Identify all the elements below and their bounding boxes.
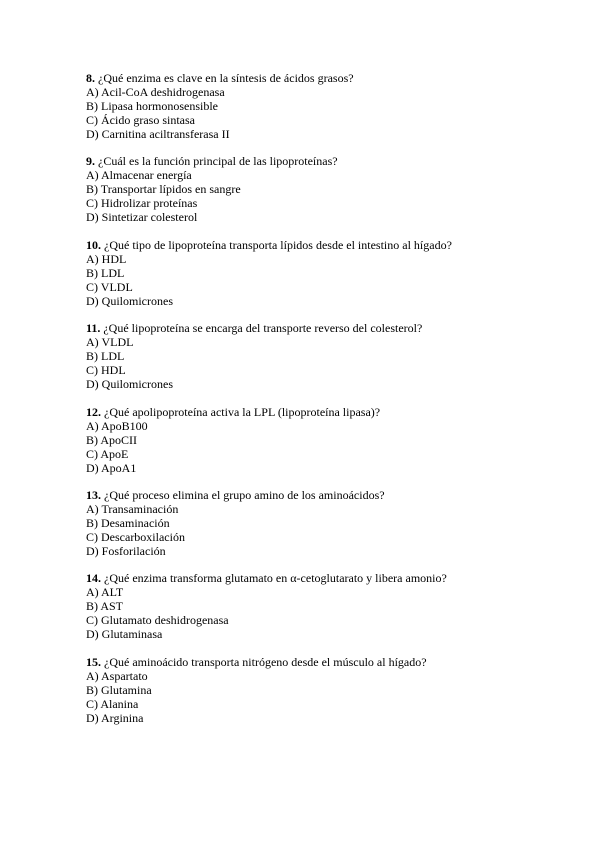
question-text: ¿Qué tipo de lipoproteína transporta lípidos desde el intestino al hígado? (104, 237, 452, 252)
option-a: A) Transaminación (86, 501, 179, 516)
question-13 (86, 488, 576, 558)
question-number: 13. (86, 487, 101, 502)
question-stem (86, 655, 576, 669)
question-stem (86, 321, 576, 335)
option-b: B) LDL (86, 265, 125, 280)
question-stem (86, 405, 576, 419)
question-14 (86, 571, 576, 641)
question-12 (86, 405, 576, 475)
option-d: D) Carnitina aciltransferasa II (86, 127, 230, 141)
question-text: ¿Qué apolipoproteína activa la LPL (lipoproteína lipasa)? (104, 404, 381, 419)
question-stem (86, 71, 576, 85)
option-b: B) Transportar lípidos en sangre (86, 182, 241, 197)
option-b: B) Glutamina (86, 682, 152, 697)
option-a: A) Acil-CoA deshidrogenasa (86, 85, 225, 99)
question-text: ¿Qué lipoproteína se encarga del transporte reverso del colesterol? (103, 321, 423, 336)
question-number: 15. (86, 654, 101, 669)
option-a: A) HDL (86, 251, 127, 266)
option-a: A) VLDL (86, 335, 134, 350)
question-text: ¿Qué aminoácido transporta nitrógeno desde el músculo al hígado? (104, 654, 427, 669)
option-c: C) Hidrolizar proteínas (86, 196, 198, 211)
option-c: C) HDL (86, 363, 126, 378)
option-d: D) Quilomicrones (86, 377, 173, 392)
option-c: C) Descarboxilación (86, 529, 185, 544)
option-c: C) Ácido graso sintasa (86, 113, 195, 127)
option-d: D) ApoA1 (86, 460, 137, 475)
option-c: C) VLDL (86, 279, 133, 294)
option-b: B) LDL (86, 349, 125, 364)
question-stem (86, 488, 576, 502)
option-a: A) ApoB100 (86, 418, 148, 433)
question-8 (86, 71, 576, 141)
option-b: B) AST (86, 599, 124, 614)
question-number: 10. (86, 237, 101, 252)
question-stem (86, 571, 576, 585)
option-a: A) Aspartato (86, 668, 148, 683)
question-15 (86, 655, 576, 725)
option-d: D) Quilomicrones (86, 293, 173, 308)
question-11 (86, 321, 576, 391)
question-text: ¿Qué enzima es clave en la síntesis de ácidos grasos? (98, 71, 354, 85)
question-text: ¿Qué proceso elimina el grupo amino de los aminoácidos? (104, 487, 385, 502)
option-d: D) Arginina (86, 710, 144, 725)
option-b: B) ApoCII (86, 432, 137, 447)
option-c: C) Alanina (86, 696, 139, 711)
question-stem (86, 154, 576, 168)
question-text: ¿Cuál es la función principal de las lipoproteínas? (98, 154, 338, 169)
option-d: D) Sintetizar colesterol (86, 210, 198, 225)
question-10 (86, 238, 576, 308)
option-a: A) Almacenar energía (86, 168, 192, 183)
question-number: 9. (86, 154, 95, 169)
option-b: B) Desaminación (86, 515, 170, 530)
question-stem (86, 238, 576, 252)
question-9 (86, 154, 576, 224)
option-a: A) ALT (86, 585, 124, 600)
question-number: 14. (86, 571, 101, 586)
option-d: D) Fosforilación (86, 543, 166, 558)
question-number: 12. (86, 404, 101, 419)
question-number: 8. (86, 71, 95, 85)
option-c: C) Glutamato deshidrogenasa (86, 613, 229, 628)
option-b: B) Lipasa hormonosensible (86, 99, 218, 113)
question-list (86, 71, 576, 738)
question-number: 11. (86, 321, 101, 336)
option-c: C) ApoE (86, 446, 129, 461)
question-text: ¿Qué enzima transforma glutamato en α-cetoglutarato y libera amonio? (104, 571, 447, 586)
option-d: D) Glutaminasa (86, 627, 163, 642)
